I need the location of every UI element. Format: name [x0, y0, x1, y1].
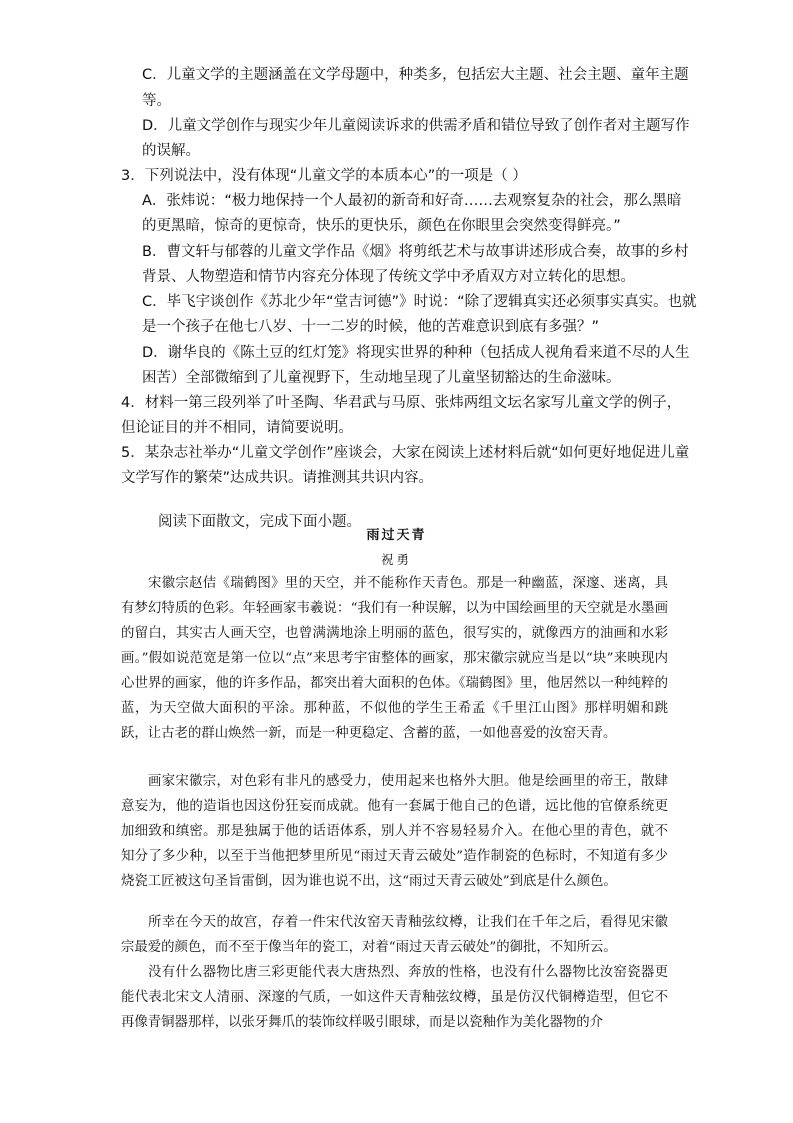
option-c-line2: 等。 [142, 93, 171, 109]
question-5-line1: 5．某杂志社举办“儿童文学创作”座谈会，大家在阅读上述材料后就“如何更好地促进儿童 [121, 445, 690, 461]
question-4-line1: 4．材料一第三段列举了叶圣陶、华君武与马原、张炜两组文坛名家写儿童文学的例子， [121, 395, 682, 411]
question-4-line2: 但论证目的并不相同，请简要说明。 [121, 420, 353, 436]
question-3-option-d-line2: 困苦）全部微缩到了儿童视野下，生动地呈现了儿童坚韧豁达的生命滋味。 [142, 370, 621, 386]
essay-author: 祝勇 [380, 552, 412, 567]
question-3-option-c-line1: C．毕飞宇谈创作《苏北少年“堂吉诃德”》时说：“除了逻辑真实还必须事实真实。也就 [142, 294, 697, 310]
question-3-option-a-line1: A．张炜说：“极力地保持一个人最初的新奇和好奇……去观察复杂的社会，那么黑暗 [142, 193, 682, 209]
essay-paragraph-1: 宋徽宗赵佶《瑞鹤图》里的天空，并不能称作天青色。那是一种幽蓝，深邃、迷离，具有梦幻特质的色彩。年轻画家韦羲说：“我们有一种误解，以为中国绘画里的天空就是水墨画的留白，其实古人画天空，也曾满满地涂上明丽的蓝色，很写实的，就像西方的油画和水彩画。”假如说范宽是第一位以“点”来思考宇宙整体的画家，那宋徽宗就应当是以“块”来映现内心世界的画家，他的许多作品，都突出着大面积的色体。《瑞鹤图》里，他居然以一种纯粹的蓝，为天空做大面积的平涂。那种蓝，不似他的学生王希孟《千里江山图》那样明媚和跳跃，让古老的群山焕然一新，而是一种更稳定、含蓄的蓝，一如他喜爱的汝窑天青。 [121, 576, 668, 741]
question-3-option-b-line2: 背景、人物塑造和情节内容充分体现了传统文学中矛盾双方对立转化的思想。 [142, 269, 635, 285]
question-3-stem: 3．下列说法中，没有体现“儿童文学的本质本心”的一项是（ ） [121, 168, 527, 184]
option-c-line1: C．儿童文学的主题涵盖在文学母题中，种类多，包括宏大主题、社会主题、童年主题 [142, 67, 689, 83]
question-3-option-c-line2: 是一个孩子在他七八岁、十一二岁的时候，他的苦难意识到底有多强？” [142, 319, 600, 335]
question-3-option-b-line1: B．曹文轩与郁蓉的儿童文学作品《烟》将剪纸艺术与故事讲述形成合奏，故事的乡村 [142, 244, 689, 260]
question-3-option-d-line1: D．谢华良的《陈土豆的红灯笼》将现实世界的种种（包括成人视角看来道不尽的人生 [142, 345, 690, 361]
reading-instruction: 阅读下面散文，完成下面小题。 [158, 514, 361, 530]
essay-title: 雨过天青 [366, 528, 427, 543]
essay-paragraph-2: 画家宋徽宗，对色彩有非凡的感受力，使用起来也格外大胆。他是绘画里的帝王，散肆意妄为，他的造诣也因这份狂妄而成就。他有一套属于他自己的色谱，远比他的官僚系统更加细致和缜密。那是独属于他的话语体系，别人并不容易轻易介入。在他心里的青色，就不知分了多少种，以至于当他把梦里所见“雨过天青云破处”造作制瓷的色标时，不知道有多少烧瓷工匠被这句圣旨雷倒，因为谁也说不出，这“雨过天青云破处”到底是什么颜色。 [121, 774, 668, 889]
question-5-line2: 文学写作的繁荣”达成共识。请推测其共识内容。 [121, 470, 434, 486]
essay-paragraph-4: 没有什么器物比唐三彩更能代表大唐热烈、奔放的性格，也没有什么器物比汝窑瓷器更能代表北宋文人清丽、深邃的气质，一如这件天青釉弦纹樽，虽是仿汉代铜樽造型，但它不再像青铜器那样，以张牙舞爪的装饰纹样吸引眼球，而是以瓷釉作为美化器物的介 [121, 965, 668, 1030]
essay-paragraph-3: 所幸在今天的故宫，存着一件宋代汝窑天青釉弦纹樽，让我们在千年之后，看得见宋徽宗最爱的颜色，而不至于像当年的瓷工，对着“雨过天青云破处”的御批，不知所云。 [121, 915, 668, 955]
option-d-line2: 的误解。 [142, 143, 200, 159]
question-3-option-a-line2: 的更黑暗，惊奇的更惊奇，快乐的更快乐，颜色在你眼里会突然变得鲜亮。” [142, 218, 621, 234]
option-d-line1: D．儿童文学创作与现实少年儿童阅读诉求的供需矛盾和错位导致了创作者对主题写作 [142, 118, 690, 134]
